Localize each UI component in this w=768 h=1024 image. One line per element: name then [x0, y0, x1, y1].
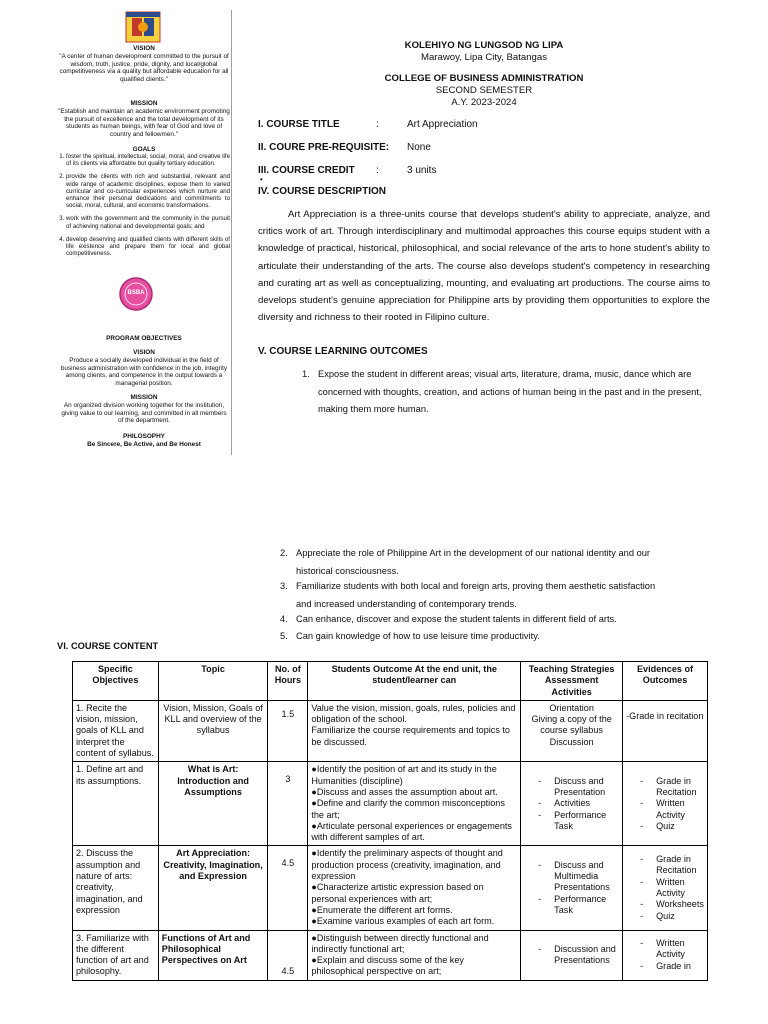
evidences-cell — [623, 930, 708, 980]
goal-item: 4. develop deserving and qualified clients with different skills of life existence and prepare them for local and global competitiveness. — [66, 236, 230, 258]
goal-item: 2. provide the clients with rich and substantial, relevant and wide range of academic disciplines, expose them to varied curricular and co-curricular experiences which nurture and enhance their personal dedications and commitments to social, moral, cultural, and economic transformations. — [66, 173, 230, 209]
outcome-line: ●Distinguish between directly functional and indirectly functional art; — [311, 932, 489, 954]
strategy-line: - Discussion and Presentations — [524, 944, 619, 967]
table-row — [73, 846, 708, 930]
outcomes-cell — [308, 700, 521, 761]
outcome-number: 4. — [280, 614, 288, 624]
strategy-line: Orientation — [549, 702, 594, 713]
column-header: Students Outcome At the end unit, the student/learner can — [308, 662, 521, 701]
outcome-number: 3. — [280, 581, 288, 591]
academic-year: A.Y. 2023-2024 — [451, 97, 517, 108]
colon: : — [376, 165, 379, 176]
topic-cell: Art Appreciation: Creativity, Imagination, and Expression — [158, 846, 268, 930]
evidence-line: -Grade in recitation — [626, 710, 704, 721]
outcome-line: ●Discuss and asses the assumption about art. — [311, 786, 498, 797]
outcome-line: ●Articulate personal experiences or engagements with different samples of art. — [311, 820, 512, 843]
goal-item: 3. work with the government and the community in the pursuit of achieving national and developmental goals; and — [66, 215, 230, 229]
outcomes-cell — [308, 762, 521, 846]
course-content-table — [72, 661, 708, 981]
hours-cell: 4.5 — [268, 846, 308, 930]
hours-cell: 3 — [268, 762, 308, 846]
course-title-label: I. COURSE TITLE — [258, 119, 340, 130]
evidence-line: - Grade in Recitation — [626, 854, 704, 877]
topic-cell: Functions of Art and Philosophical Perspectives on Art — [158, 930, 268, 980]
outcome-line: ●Identify the position of art and its study in the Humanities (discipline) — [311, 764, 497, 786]
column-header: Topic — [158, 662, 268, 701]
table-header-row — [73, 662, 708, 701]
strategy-line: - Performance Task — [524, 894, 619, 917]
colon: : — [376, 119, 379, 130]
objective-cell: 3. Familiarize with the different function of art and philosophy. — [73, 930, 159, 980]
vision-text: "A center of human development committed to the pursuit of wisdom, truth, justice, pride, dignity, and local/global competitiveness via a quality but affordable education for all qualified clients." — [59, 53, 229, 83]
table-row — [73, 700, 708, 761]
strategy-line: - Discuss and Multimedia Presentations — [524, 860, 619, 894]
topic-cell: What is Art: Introduction and Assumptions — [158, 762, 268, 846]
outcome-line: ●Define and clarify the common misconceptions the art; — [311, 798, 505, 820]
school-logo-icon — [124, 10, 162, 44]
course-content-label: VI. COURSE CONTENT — [57, 641, 159, 651]
goals-heading: GOALS — [132, 146, 156, 153]
mission-heading: MISSION — [130, 100, 158, 107]
objective-cell: 1. Recite the vision, mission, goals of KLL and interpret the content of syllabus. — [73, 700, 159, 761]
evidence-line: - Quiz — [626, 821, 704, 832]
course-title-value: Art Appreciation — [407, 119, 478, 130]
evidence-line: - Written Activity — [626, 798, 704, 821]
column-header: Specific Objectives — [73, 662, 159, 701]
outcome-text: Can enhance, discover and expose the student talents in different field of arts. — [296, 614, 617, 624]
table-row — [73, 930, 708, 980]
bullet: • — [260, 175, 263, 184]
goals-list — [58, 153, 230, 263]
outcome-line: ●Characterize artistic expression based on personal experiences with art; — [311, 882, 484, 904]
topic-cell: Vision, Mission, Goals of KLL and overview of the syllabus — [158, 700, 268, 761]
program-objectives-heading: PROGRAM OBJECTIVES — [106, 335, 182, 342]
outcomes-cell — [308, 930, 521, 980]
outcome-number: 1. — [302, 369, 310, 379]
course-description: Art Appreciation is a three-units course that develops student's ability to appreciate, analyze, and critics work of art. Through interdisciplinary and multimodal approaches this course equips student with a knowledge of practical, historical, philosophical, and social relevance of the arts to hone student's ability to articulate their understanding of the arts. The course also develops student's competency in researching and curating art as well as conceptualizing, mounting, and evaluating art productions. The course aims to develops student's genuine appreciation for Philippine arts by providing them opportunities to explore the diversity and richness to their rooted in Filipino culture. — [258, 209, 710, 324]
outcome-text: Appreciate the role of Philippine Art in the development of our national identity and our historical consciousness. — [296, 548, 651, 576]
course-description-label: IV. COURSE DESCRIPTION — [258, 186, 386, 197]
po-mission-text: An organized division working together for the institution, giving value to our learning, and committed in all members of the department. — [61, 402, 227, 425]
outcome-line: ●Examine various examples of each art form. — [311, 916, 495, 927]
evidences-cell — [623, 846, 708, 930]
evidences-cell — [623, 762, 708, 846]
strategy-line: - Performance Task — [524, 810, 619, 833]
strategies-cell — [521, 762, 623, 846]
column-header: Evidences of Outcomes — [623, 662, 708, 701]
vision-heading: VISION — [133, 45, 155, 52]
hours-cell: 4.5 — [268, 930, 308, 980]
school-address: Marawoy, Lipa City, Batangas — [420, 52, 548, 63]
objective-cell: 2. Discuss the assumption and nature of arts: creativity, imagination, and expression — [73, 846, 159, 930]
sidebar-divider — [231, 10, 232, 455]
po-mission-heading: MISSION — [130, 394, 158, 401]
semester: SECOND SEMESTER — [435, 85, 533, 96]
evidences-cell — [623, 700, 708, 761]
learning-outcomes-label: V. COURSE LEARNING OUTCOMES — [258, 346, 428, 357]
po-vision-heading: VISION — [133, 349, 155, 356]
outcome-text: Familiarize students with both local and foreign arts, proving them aesthetic satisfaction and increased understanding of contemporary trends. — [296, 581, 656, 609]
strategy-line: Giving a copy of the course syllabus — [531, 714, 612, 736]
outcome-text: Can gain knowledge of how to use leisure time productivity. — [296, 631, 540, 641]
course-credit-value: 3 units — [407, 165, 437, 176]
outcome-text: Expose the student in different areas; visual arts, literature, drama, music, dance which are concerned with thoughts, creation, and actions of human being in the past and in the present, making them more human. — [318, 369, 702, 414]
outcome-line: ●Explain and discuss some of the key philosophical perspective on art; — [311, 955, 464, 977]
evidence-line: - Grade in — [626, 961, 704, 972]
column-header: No. of Hours — [268, 662, 308, 701]
evidence-line: - Written Activity — [626, 938, 704, 961]
outcome-number: 2. — [280, 548, 288, 558]
goal-item: 1. foster the spiritual, intellectual, social, moral, and creative life of its clients via affordable but quality tertiary education. — [66, 153, 230, 167]
outcomes-cell — [308, 846, 521, 930]
hours-cell: 1.5 — [268, 700, 308, 761]
outcome-line: ●Enumerate the different art forms. — [311, 904, 453, 915]
evidence-line: - Quiz — [626, 911, 704, 922]
outcome-line: ●Identify the preliminary aspects of thought and production process (creativity, imagination, and expression — [311, 848, 503, 882]
philosophy-heading: PHILOSOPHY — [123, 433, 165, 440]
college-name: COLLEGE OF BUSINESS ADMINISTRATION — [384, 73, 584, 84]
evidence-line: - Grade in Recitation — [626, 776, 704, 799]
mission-text: "Establish and maintain an academic environment promoting the pursuit of excellence and the total development of its students as human beings, with fear of God and love of country and fellowmen." — [58, 108, 230, 138]
sidebar — [58, 10, 238, 450]
table-row — [73, 762, 708, 846]
strategy-line: - Discuss and Presentation — [524, 776, 619, 799]
strategies-cell — [521, 846, 623, 930]
strategy-line: - Activities — [524, 798, 619, 809]
strategy-line: Discussion — [549, 736, 594, 747]
column-header: Teaching Strategies Assessment Activities — [521, 662, 623, 701]
seal-text: BSBA — [127, 290, 145, 296]
outcome-line: Value the vision, mission, goals, rules, policies and obligation of the school. — [311, 702, 516, 725]
outcome-line: Familiarize the course requirements and topics to be discussed. — [311, 725, 510, 747]
outcome-number: 5. — [280, 631, 288, 641]
po-vision-text: Produce a socially developed individual in the field of business administration with confidence in the job, integrity among clients, and competence in the output towards a managerial position. — [60, 357, 228, 387]
prereq-value: None — [407, 142, 431, 153]
course-credit-label: III. COURSE CREDIT — [258, 165, 355, 176]
school-name: KOLEHIYO NG LUNGSOD NG LIPA — [404, 40, 564, 51]
strategies-cell — [521, 700, 623, 761]
evidence-line: - Worksheets — [626, 899, 704, 910]
philosophy-text: Be Sincere, Be Active, and Be Honest — [87, 441, 201, 448]
evidence-line: - Written Activity — [626, 877, 704, 900]
strategies-cell — [521, 930, 623, 980]
prereq-label: II. COURE PRE-REQUISITE: — [258, 142, 390, 153]
objective-cell: 1. Define art and its assumptions. — [73, 762, 159, 846]
